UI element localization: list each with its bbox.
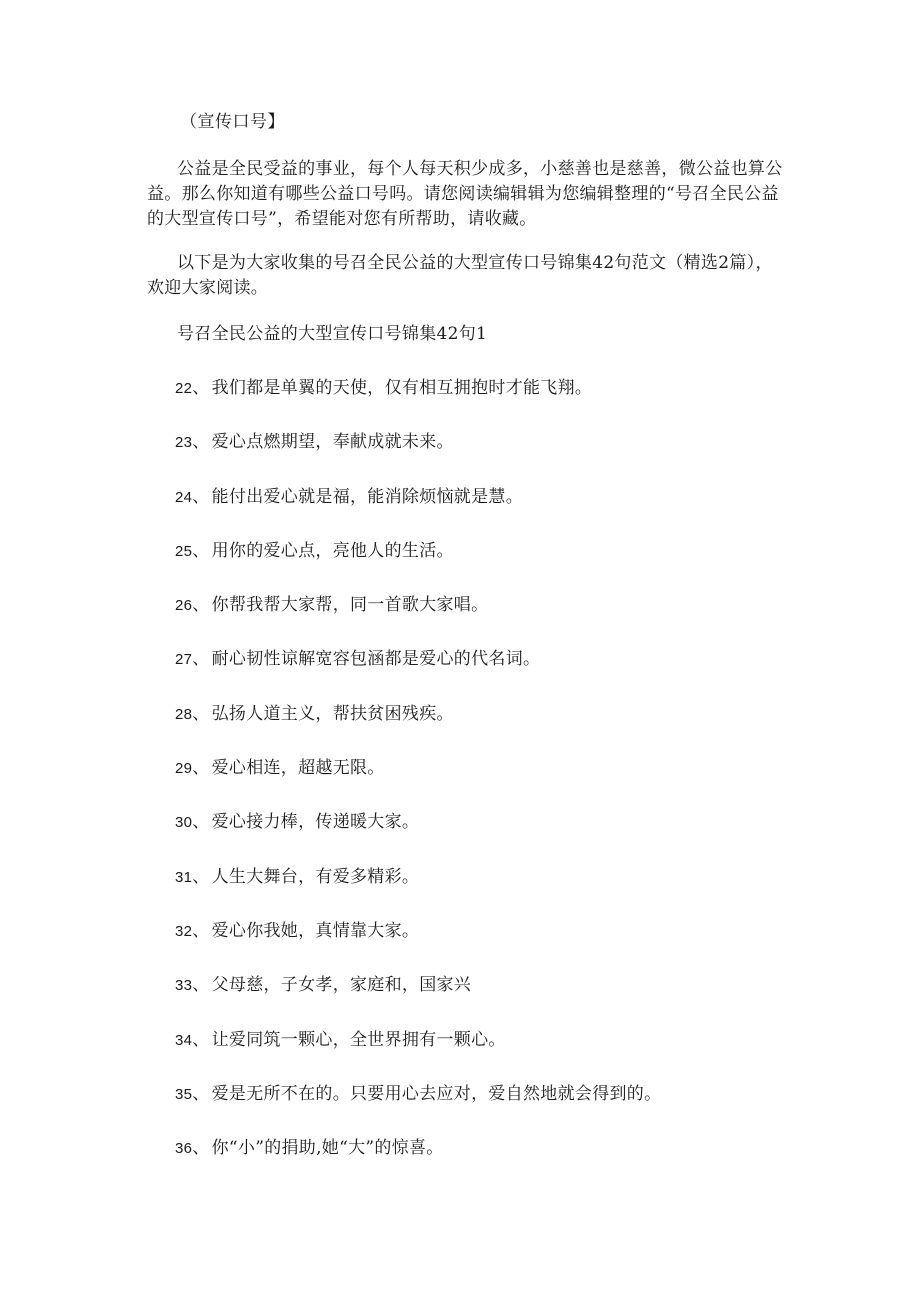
slogan-text: 爱心接力棒，传递暖大家。 — [211, 812, 420, 833]
slogan-item — [175, 539, 661, 593]
slogan-text: 爱心你我她，真情靠大家。 — [211, 920, 420, 941]
slogan-number: 23 — [175, 434, 193, 452]
slogan-text: 让爱同筑一颗心，全世界拥有一颗心。 — [211, 1029, 506, 1050]
slogan-number: 25 — [175, 542, 193, 560]
slogan-text: 耐心韧性谅解宽容包涵都是爱心的代名词。 — [211, 649, 541, 670]
slogan-item — [175, 702, 661, 756]
slogan-text: 你帮我帮大家帮，同一首歌大家唱。 — [211, 595, 489, 616]
slogan-text: 用你的爱心点，亮他人的生活。 — [211, 540, 454, 561]
slogan-separator: 、 — [192, 486, 210, 507]
slogan-separator: 、 — [192, 595, 210, 616]
slogan-item — [175, 865, 661, 919]
slogan-item — [175, 756, 661, 810]
slogan-number: 36 — [175, 1140, 193, 1158]
summary-paragraph: 以下是为大家收集的号召全民公益的大型宣传口号锦集42句范文（精选2篇），欢迎大家阅读。 — [147, 253, 773, 298]
slogan-item — [175, 1136, 661, 1190]
slogan-item — [175, 430, 661, 484]
slogan-number: 33 — [175, 977, 193, 995]
slogan-separator: 、 — [192, 378, 210, 398]
slogan-text: 弘扬人道主义，帮扶贫困残疾。 — [211, 703, 454, 724]
slogan-number: 34 — [175, 1031, 193, 1049]
slogan-number: 29 — [175, 760, 193, 778]
slogan-item — [175, 1028, 661, 1082]
slogan-separator: 、 — [192, 703, 210, 724]
slogan-number: 27 — [175, 651, 193, 669]
slogan-item — [175, 485, 661, 539]
slogan-item — [175, 1082, 661, 1136]
slogan-number: 22 — [175, 380, 193, 397]
slogan-separator: 、 — [192, 540, 210, 561]
slogan-list — [175, 376, 661, 1190]
intro-paragraph: 公益是全民受益的事业，每个人每天积少成多，小慈善也是慈善，微公益也算公益。那么你知道有哪些公益口号吗。请您阅读编辑辑为您编辑整理的“号召全民公益的大型宣传口号”，希望能对您有所帮助，请收藏。 — [147, 159, 783, 229]
slogan-text: 你“小”的捐助,她“大”的惊喜。 — [211, 1138, 444, 1159]
slogan-number: 30 — [175, 814, 193, 832]
slogan-separator: 、 — [192, 866, 210, 887]
slogan-item — [175, 919, 661, 973]
slogan-number: 26 — [175, 597, 193, 615]
slogan-separator: 、 — [192, 649, 210, 670]
slogan-item — [175, 973, 661, 1027]
slogan-separator: 、 — [192, 920, 210, 941]
slogan-text: 爱心相连，超越无限。 — [211, 758, 385, 779]
slogan-item — [175, 647, 661, 701]
slogan-text: 我们都是单翼的天使，仅有相互拥抱时才能飞翔。 — [211, 378, 593, 398]
slogan-separator: 、 — [192, 1138, 210, 1159]
slogan-number: 35 — [175, 1085, 193, 1103]
slogan-number: 31 — [175, 868, 193, 886]
slogan-text: 父母慈，子女孝，家庭和，国家兴 — [211, 975, 472, 996]
slogan-item — [175, 593, 661, 647]
slogan-separator: 、 — [192, 758, 210, 779]
slogan-text: 能付出爱心就是福，能消除烦恼就是慧。 — [211, 486, 524, 507]
slogan-text: 爱是无所不在的。只要用心去应对，爱自然地就会得到的。 — [211, 1083, 662, 1104]
slogan-separator: 、 — [192, 432, 210, 453]
slogan-number: 32 — [175, 922, 193, 940]
slogan-item — [175, 810, 661, 864]
section-title: 号召全民公益的大型宣传口号锦集42句1 — [177, 324, 488, 344]
slogan-number: 24 — [175, 488, 193, 506]
slogan-text: 爱心点燃期望，奉献成就未来。 — [211, 432, 454, 453]
slogan-separator: 、 — [192, 1029, 210, 1050]
slogan-separator: 、 — [192, 975, 210, 996]
slogan-separator: 、 — [192, 812, 210, 833]
slogan-item — [175, 376, 661, 430]
slogan-number: 28 — [175, 705, 193, 723]
slogan-text: 人生大舞台，有爱多精彩。 — [211, 866, 420, 887]
slogan-separator: 、 — [192, 1083, 210, 1104]
document-heading: （宣传口号】 — [180, 112, 285, 132]
